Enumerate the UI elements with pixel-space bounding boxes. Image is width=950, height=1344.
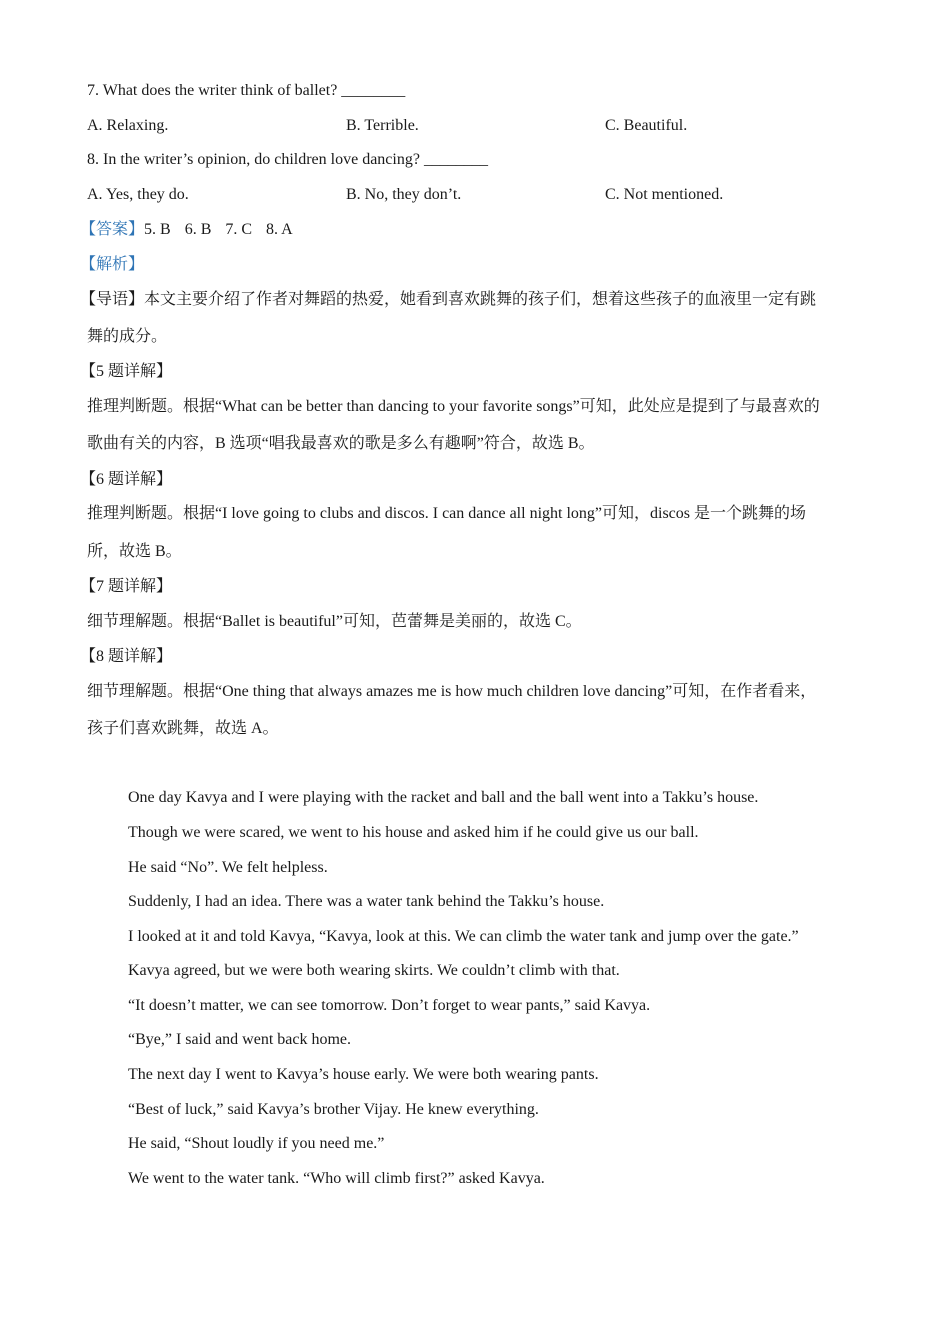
analysis-heading-5: 【5 题详解】 (80, 363, 173, 380)
answer-value: 7. C (225, 221, 253, 238)
analysis-text-line: 推理判断题。根据“What can be better than dancing to your favorite songs”可知，此处应是提到了与最喜欢的 (87, 398, 820, 415)
passage-line: The next day I went to Kavya’s house early. We were both wearing pants. (128, 1066, 599, 1083)
question-8-stem: 8. In the writer’s opinion, do children love dancing? ________ (87, 151, 488, 168)
analysis-heading-8: 【8 题详解】 (80, 648, 173, 665)
passage-line: Suddenly, I had an idea. There was a water tank behind the Takku’s house. (128, 893, 605, 910)
passage-line: “It doesn’t matter, we can see tomorrow. Don’t forget to wear pants,” said Kavya. (128, 997, 651, 1014)
passage-line: Kavya agreed, but we were both wearing skirts. We couldn’t climb with that. (128, 962, 620, 979)
analysis-text-line: 推理判断题。根据“I love going to clubs and discos. I can dance all night long”可知，discos 是一个跳舞的场 (87, 505, 807, 522)
passage-line: One day Kavya and I were playing with the racket and ball and the ball went into a Takku’s house. (128, 789, 759, 806)
analysis-text-line: 细节理解题。根据“Ballet is beautiful”可知，芭蕾舞是美丽的，故选 C。 (87, 613, 582, 630)
answer-value: 5. B (144, 221, 171, 238)
analysis-label: 【解析】 (80, 256, 145, 273)
question-7-stem: 7. What does the writer think of ballet? ________ (87, 82, 406, 99)
passage-line: He said, “Shout loudly if you need me.” (128, 1135, 385, 1152)
analysis-intro-line: 【导语】本文主要介绍了作者对舞蹈的热爱，她看到喜欢跳舞的孩子们，想着这些孩子的血液里一定有跳 (80, 291, 817, 308)
question-7-option-b: B. Terrible. (346, 117, 419, 134)
analysis-text-line: 所，故选 B。 (87, 543, 182, 560)
question-7-option-c: C. Beautiful. (605, 117, 688, 134)
analysis-intro-line: 舞的成分。 (87, 328, 168, 345)
passage-line: He said “No”. We felt helpless. (128, 859, 328, 876)
question-8-option-b: B. No, they don’t. (346, 186, 462, 203)
question-8-option-c: C. Not mentioned. (605, 186, 724, 203)
answer-value: 6. B (184, 221, 212, 238)
analysis-text-line: 细节理解题。根据“One thing that always amazes me is how much children love dancing”可知，在作者看来， (87, 683, 817, 700)
answer-label: 【答案】 (80, 221, 145, 238)
answer-value: 8. A (266, 221, 293, 238)
passage-line: “Bye,” I said and went back home. (128, 1031, 352, 1048)
analysis-text-line: 孩子们喜欢跳舞，故选 A。 (87, 720, 279, 737)
passage-line: “Best of luck,” said Kavya’s brother Vijay. He knew everything. (128, 1101, 539, 1118)
question-7-option-a: A. Relaxing. (87, 117, 169, 134)
passage-line: Though we were scared, we went to his house and asked him if he could give us our ball. (128, 824, 699, 841)
analysis-heading-7: 【7 题详解】 (80, 578, 173, 595)
question-8-option-a: A. Yes, they do. (87, 186, 189, 203)
analysis-heading-6: 【6 题详解】 (80, 471, 173, 488)
answer-key (80, 220, 293, 240)
passage-line: I looked at it and told Kavya, “Kavya, look at this. We can climb the water tank and jump over the gate.” (128, 928, 799, 945)
passage-line: We went to the water tank. “Who will climb first?” asked Kavya. (128, 1170, 545, 1187)
analysis-text-line: 歌曲有关的内容，B 选项“唱我最喜欢的歌是多么有趣啊”符合，故选 B。 (87, 435, 595, 452)
